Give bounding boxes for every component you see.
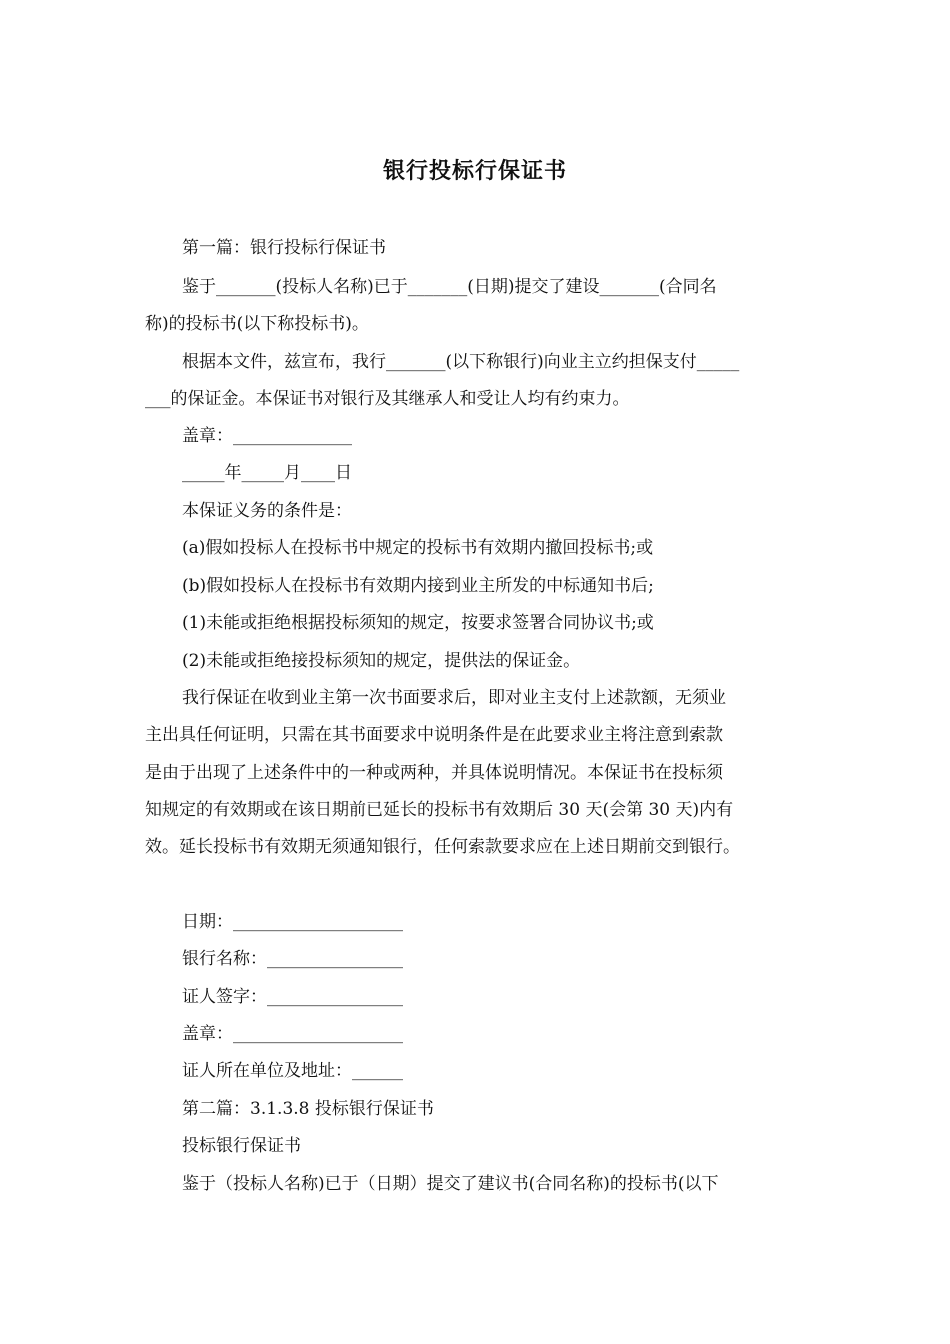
condition-2: (2)未能或拒绝接投标须知的规定，提供法的保证金。	[182, 651, 581, 671]
date-line: _____年_____月____日	[182, 463, 352, 483]
witness-address-line: 证人所在单位及地址：______	[182, 1061, 403, 1081]
bank-name-line: 银行名称：________________	[182, 949, 403, 969]
seal-line: 盖章：______________	[182, 426, 352, 446]
paragraph-line: 称)的投标书(以下称投标书)。	[145, 314, 369, 334]
paragraph-line: 我行保证在收到业主第一次书面要求后，即对业主支付上述款额，无须业	[182, 688, 726, 708]
condition-a: (a)假如投标人在投标书中规定的投标书有效期内撤回投标书;或	[182, 538, 654, 558]
paragraph-line: 效。延长投标书有效期无须通知银行，任何索款要求应在上述日期前交到银行。	[145, 837, 740, 857]
paragraph-line: 根据本文件，兹宣布，我行_______(以下称银行)向业主立约担保支付_____	[182, 352, 740, 372]
paragraph-line: ___的保证金。本保证书对银行及其继承人和受让人均有约束力。	[145, 389, 630, 409]
paragraph-line: 鉴于（投标人名称)已于（日期）提交了建议书(合同名称)的投标书(以下	[182, 1174, 719, 1194]
condition-b: (b)假如投标人在投标书有效期内接到业主所发的中标通知书后;	[182, 576, 654, 596]
part1-heading: 第一篇：银行投标行保证书	[182, 238, 386, 258]
part2-heading: 第二篇：3.1.3.8 投标银行保证书	[182, 1099, 434, 1119]
condition-1: (1)未能或拒绝根据投标须知的规定，按要求签署合同协议书;或	[182, 613, 654, 633]
conditions-intro: 本保证义务的条件是：	[182, 501, 352, 521]
paragraph-line: 主出具任何证明，只需在其书面要求中说明条件是在此要求业主将注意到索款	[145, 725, 723, 745]
part2-subtitle: 投标银行保证书	[182, 1136, 301, 1156]
paragraph-line: 是由于出现了上述条件中的一种或两种，并具体说明情况。本保证书在投标须	[145, 763, 723, 783]
witness-sign-line: 证人签字：________________	[182, 987, 403, 1007]
paragraph-line: 鉴于_______(投标人名称)已于_______(日期)提交了建设_______(合同名	[182, 277, 717, 297]
sign-date-line: 日期：____________________	[182, 912, 403, 932]
paragraph-line: 知规定的有效期或在该日期前已延长的投标书有效期后 30 天(会第 30 天)内有	[145, 800, 734, 820]
seal-line-2: 盖章：____________________	[182, 1024, 403, 1044]
document-title: 银行投标行保证书	[382, 159, 567, 184]
